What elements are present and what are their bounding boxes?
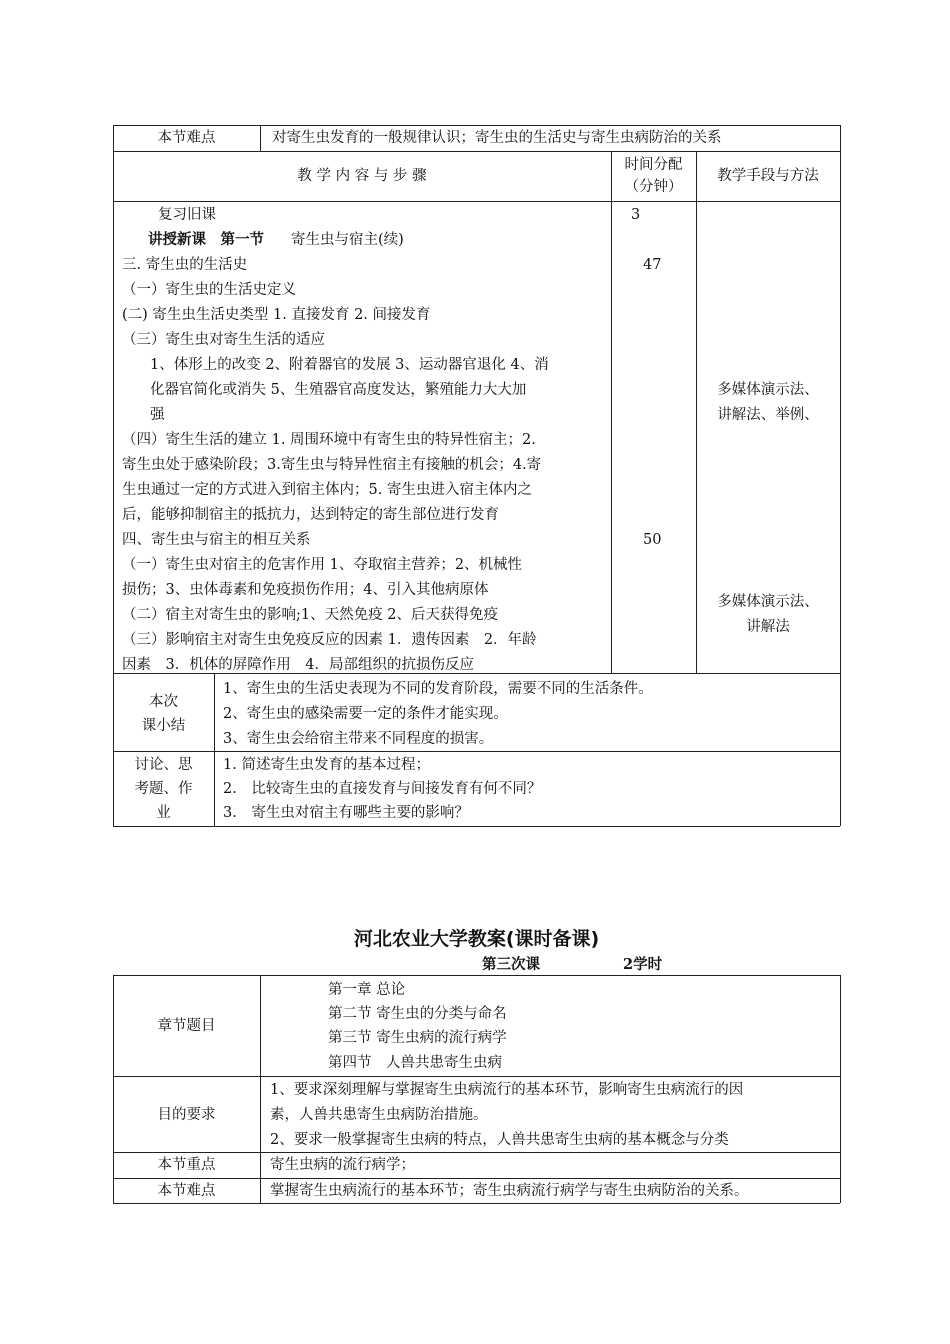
difficulty-text: 对寄生虫发育的一般规律认识；寄生虫的生活史与寄生虫病防治的关系 xyxy=(272,130,722,146)
table-line xyxy=(113,201,840,202)
content-line: （三）影响宿主对寄生虫免疫反应的因素 1．遗传因素 2．年龄 xyxy=(122,632,537,648)
discussion-item: 2. 比较寄生虫的直接发育与间接发育有何不同？ xyxy=(223,781,542,797)
chapter-item: 第四节 人兽共患寄生虫病 xyxy=(328,1055,502,1071)
time-header-line-1: 时间分配 xyxy=(624,157,683,173)
content-line: （四）寄生生活的建立 1. 周围环境中有寄生虫的特异性宿主；2. xyxy=(122,432,536,448)
chapter-item: 第三节 寄生虫病的流行病学 xyxy=(328,1030,507,1046)
time-value: 50 xyxy=(643,532,662,548)
discussion-item: 1. 简述寄生虫发育的基本过程； xyxy=(223,757,430,773)
content-line: 因素 3．机体的屏障作用 4．局部组织的抗损伤反应 xyxy=(122,657,474,673)
content-line: 化器官简化或消失 5、生殖器官高度发达，繁殖能力大大加 xyxy=(150,382,527,398)
document-title: 河北农业大学教案(课时备课) xyxy=(353,928,600,950)
method-text: 讲解法 xyxy=(746,619,790,635)
table-line xyxy=(113,826,840,827)
chapter-item: 第一章 总论 xyxy=(328,982,406,998)
content-line: 生虫通过一定的方式进入到宿主体内；5. 寄生虫进入宿主体内之 xyxy=(122,482,532,498)
table-line xyxy=(113,751,840,752)
content-line: 后，能够抑制宿主的抵抗力，达到特定的寄生部位进行发育 xyxy=(122,507,499,523)
objective-item: 素，人兽共患寄生虫病防治措施。 xyxy=(270,1107,488,1123)
content-line: 三. 寄生虫的生活史 xyxy=(122,257,248,273)
table-line xyxy=(113,1076,840,1077)
table-line xyxy=(113,1178,840,1179)
content-line: 损伤；3、虫体毒素和免疫损伤作用；4、引入其他病原体 xyxy=(122,582,489,598)
content-line: （一）寄生虫的生活史定义 xyxy=(122,282,296,298)
table-line xyxy=(113,975,840,976)
table-line xyxy=(113,151,840,152)
objective-label: 目的要求 xyxy=(157,1107,216,1123)
content-line-bold: 讲授新课 第一节 xyxy=(148,231,264,248)
table-line xyxy=(840,975,841,1203)
time-value: 47 xyxy=(643,257,662,273)
summary-label: 本次 xyxy=(149,694,178,710)
content-line: （三）寄生虫对寄生生活的适应 xyxy=(122,332,325,348)
content-line: 四、寄生虫与宿主的相互关系 xyxy=(122,532,311,548)
table-line xyxy=(260,975,261,1203)
objective-item: 2、要求一般掌握寄生虫病的特点，人兽共患寄生虫病的基本概念与分类 xyxy=(270,1132,729,1148)
discussion-label: 讨论、思 xyxy=(134,757,193,773)
content-line: 寄生虫与宿主(续) xyxy=(291,232,404,248)
content-line: 强 xyxy=(150,407,165,423)
summary-label: 课小结 xyxy=(141,718,186,734)
method-text: 多媒体演示法、 xyxy=(717,382,819,398)
table-line xyxy=(113,125,840,126)
table-line xyxy=(840,125,841,826)
table-line xyxy=(260,125,261,151)
content-line: 复习旧课 xyxy=(158,207,216,223)
content-line: 寄生虫处于感染阶段；3.寄生虫与特异性宿主有接触的机会；4.寄 xyxy=(122,457,542,473)
method-text: 讲解法、举例、 xyxy=(717,407,819,423)
table-line xyxy=(611,151,612,673)
discussion-label: 业 xyxy=(156,805,171,821)
discussion-item: 3. 寄生虫对宿主有哪些主要的影响？ xyxy=(223,805,469,821)
chapter-label: 章节题目 xyxy=(157,1018,216,1034)
summary-item: 2、寄生虫的感染需要一定的条件才能实现。 xyxy=(223,706,508,722)
method-header: 教学手段与方法 xyxy=(717,168,819,184)
objective-item: 1、要求深刻理解与掌握寄生虫病流行的基本环节，影响寄生虫病流行的因 xyxy=(270,1082,744,1098)
method-text: 多媒体演示法、 xyxy=(717,594,819,610)
lesson-hours: 2学时 xyxy=(623,956,663,973)
difficulty-label: 本节难点 xyxy=(157,130,216,146)
key-point-label: 本节重点 xyxy=(157,1157,216,1173)
time-value: 3 xyxy=(631,207,641,223)
difficulty-text-2: 掌握寄生虫病流行的基本环节；寄生虫病流行病学与寄生虫病防治的关系。 xyxy=(270,1183,749,1199)
discussion-label: 考题、作 xyxy=(134,781,193,797)
lesson-number: 第三次课 xyxy=(482,956,540,973)
summary-item: 1、寄生虫的生活史表现为不同的发育阶段，需要不同的生活条件。 xyxy=(223,681,653,697)
time-header-line-2: （分钟） xyxy=(624,179,683,195)
key-point-text: 寄生虫病的流行病学； xyxy=(270,1157,415,1173)
table-line xyxy=(113,1203,840,1204)
content-line: （一）寄生虫对宿主的危害作用 1、夺取宿主营养；2、机械性 xyxy=(122,557,523,573)
chapter-item: 第二节 寄生虫的分类与命名 xyxy=(328,1006,507,1022)
table-line xyxy=(113,1152,840,1153)
table-line xyxy=(214,673,215,826)
difficulty-label-2: 本节难点 xyxy=(157,1183,216,1199)
summary-item: 3、寄生虫会给宿主带来不同程度的损害。 xyxy=(223,731,494,747)
content-header: 教 学 内 容 与 步 骤 xyxy=(297,168,427,184)
content-line: （二）宿主对寄生虫的影响;1、天然免疫 2、后天获得免疫 xyxy=(122,607,498,623)
content-line: (二) 寄生虫生活史类型 1. 直接发育 2. 间接发育 xyxy=(122,307,431,323)
content-line: 1、体形上的改变 2、附着器官的发展 3、运动器官退化 4、消 xyxy=(150,357,549,373)
